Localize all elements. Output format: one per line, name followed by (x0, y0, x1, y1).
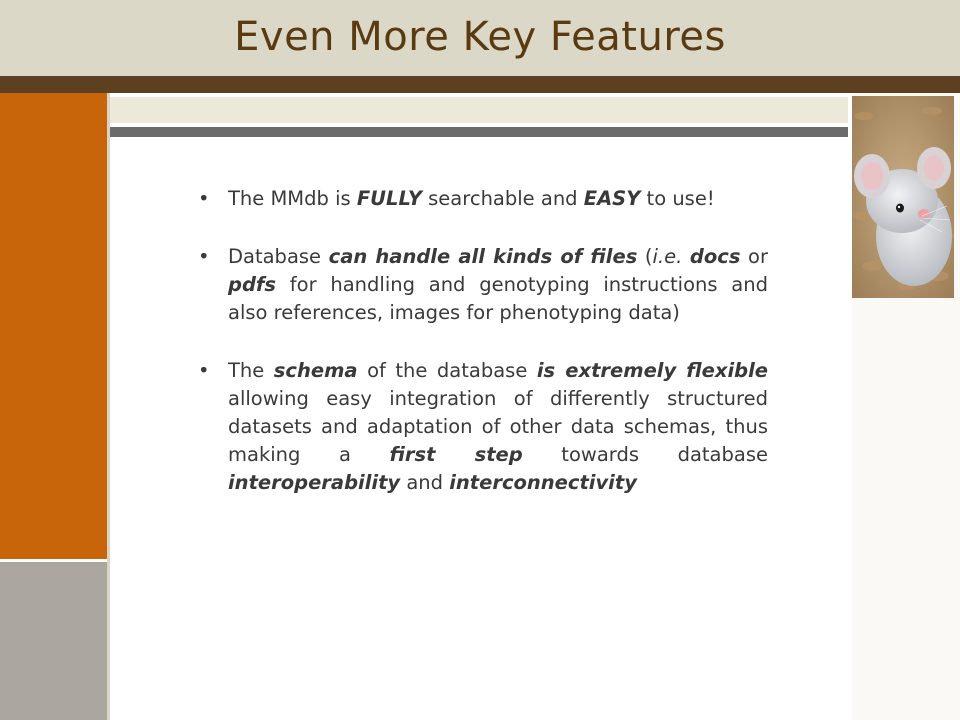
bullet-text-segment: of the database (357, 359, 537, 382)
top-gray-line (110, 127, 848, 137)
bullet-text-segment: schema (273, 359, 358, 382)
bullet-text-segment: docs (689, 245, 741, 268)
title-underline-band (0, 76, 960, 93)
bullet-text-segment: or (740, 245, 768, 268)
top-beige-strip (110, 97, 848, 123)
bullet-item (198, 185, 768, 213)
mouse-photo (852, 96, 954, 298)
bullet-item (198, 243, 768, 327)
bullet-text-segment: The (228, 359, 274, 382)
bullet-dot: • (198, 245, 210, 268)
bullet-text-segment: ( (637, 245, 653, 268)
bullet-text-segment: interconnectivity (449, 471, 637, 494)
bullet-text-segment: interoperability (228, 471, 401, 494)
bullet-dot: • (198, 187, 210, 210)
bullet-text-segment: to use! (640, 187, 715, 210)
slide-title: Even More Key Features (234, 14, 726, 60)
bullet-text-segment: first step (389, 443, 523, 466)
bullet-text-segment: pdfs (228, 273, 277, 296)
bullet-text-segment: and (400, 471, 450, 494)
bullet-text-segment: towards database (522, 443, 768, 466)
bullet-text-segment: searchable and (421, 187, 584, 210)
bullet-text-segment: The MMdb is (228, 187, 357, 210)
bullet-text-segment: EASY (583, 187, 641, 210)
bullet-text-segment (682, 245, 690, 268)
bullet-list (198, 185, 768, 527)
bullet-text-segment: FULLY (356, 187, 422, 210)
mouse-photo-icon (852, 96, 954, 298)
bullet-dot: • (198, 359, 210, 382)
bullet-text-segment: i.e. (652, 245, 683, 268)
side-divider-strip (107, 93, 110, 720)
bullet-item (198, 357, 768, 497)
bullet-text-segment: Database (228, 245, 329, 268)
bullet-text-segment: is extremely flexible (536, 359, 769, 382)
bullet-text-segment: for handling and genotyping instructions and also references, images for phenotyping data) (228, 273, 768, 324)
bullet-text-segment: can handle all kinds of files (328, 245, 638, 268)
orange-side-block (0, 93, 107, 559)
gray-side-block (0, 562, 107, 720)
bullet-text-segment: allowing easy integration of differently structured datasets and adaptation of other data schemas, thus making a (228, 387, 768, 466)
